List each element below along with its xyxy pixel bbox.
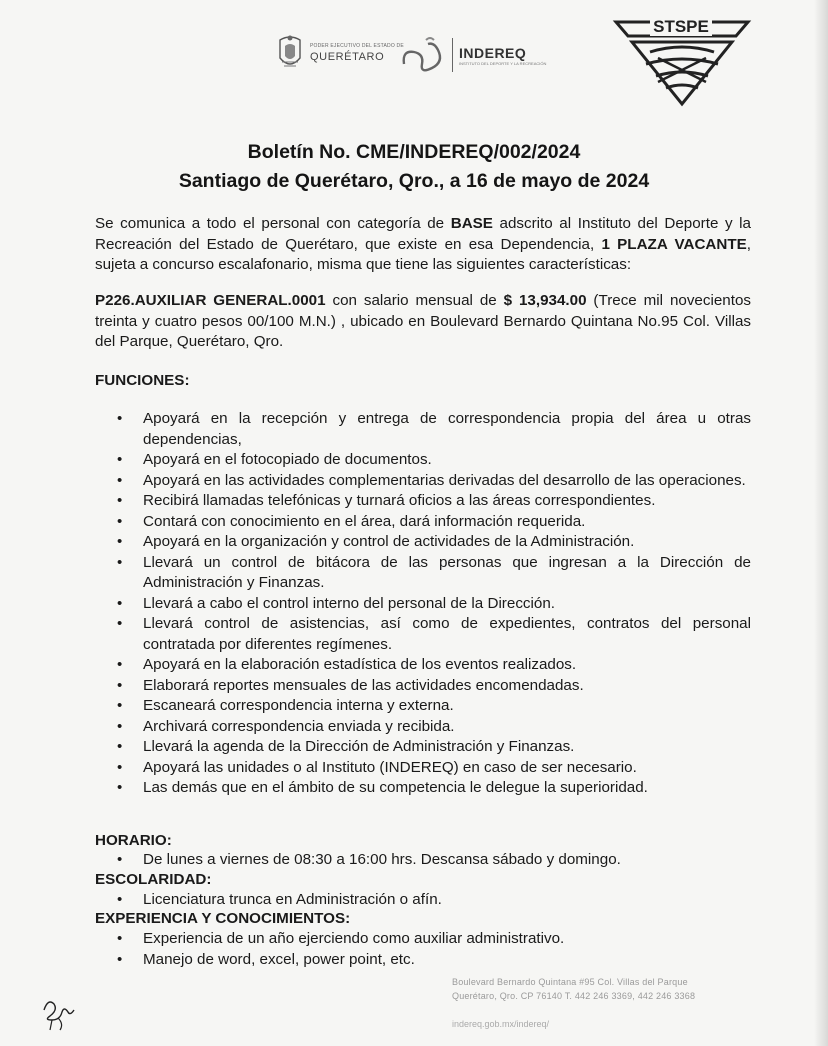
list-item: • Apoyará en la organización y control de actividades de la Administración. [95, 532, 751, 553]
stspe-logo [612, 12, 752, 112]
queretaro-logo-name: QUERÉTARO [310, 51, 385, 63]
intro-text-e: , sujeta a concurso escalafonario, misma que tiene las siguientes características: [95, 235, 751, 273]
position-text-a: con salario mensual de [325, 292, 504, 309]
indereq-divider [452, 38, 453, 72]
position-code: P226.AUXILIAR GENERAL.0001 [95, 292, 326, 309]
list-item: • Recibirá llamadas telefónicas y turnará oficios a las áreas correspondientes. [95, 491, 751, 512]
position-text-b: (Trece mil novecientos treinta y cuatro pesos 00/100 M.N.) , ubicado en Boulevard Bernardo Quintana No.95 Col. Villas del Parque, Querétaro, Qro. [95, 292, 752, 350]
list-item: • Elaborará reportes mensuales de las actividades encomendadas. [95, 676, 751, 697]
intro-text-c: adscrito al Instituto del Deporte y la Recreación del Estado de Querétaro, que existe en esa Dependencia, [95, 215, 752, 253]
list-item: • Apoyará en el fotocopiado de documentos. [95, 450, 751, 471]
intro-base: BASE [450, 215, 493, 232]
footer-url: indereq.gob.mx/indereq/ [452, 1019, 550, 1029]
list-item: • De lunes a viernes de 08:30 a 16:00 hrs. Descansa sábado y domingo. [95, 850, 751, 871]
list-item: • Escaneará correspondencia interna y externa. [95, 696, 751, 717]
bulletin-title: Boletín No. CME/INDEREQ/002/2024 [247, 141, 581, 163]
intro-text-a: Se comunica a todo el personal con categoría de [95, 215, 451, 232]
list-item: • Apoyará las unidades o al Instituto (INDEREQ) en caso de ser necesario. [95, 758, 751, 779]
queretaro-logo [276, 32, 404, 74]
indereq-logo [398, 34, 546, 76]
footer-address [452, 975, 695, 1003]
list-item: • Licenciatura trunca en Administración o afín. [95, 890, 751, 911]
signature-mark [38, 990, 82, 1034]
footer-line-2: Querétaro, Qro. CP 76140 T. 442 246 3369, 442 246 3368 [452, 991, 696, 1001]
list-item: • Apoyará en la elaboración estadística de los eventos realizados. [95, 655, 751, 676]
list-item: • Llevará la agenda de la Dirección de Administración y Finanzas. [95, 737, 751, 758]
experiencia-heading: EXPERIENCIA Y CONOCIMIENTOS: [95, 910, 351, 927]
horario-heading: HORARIO: [95, 832, 172, 849]
escolaridad-list [95, 890, 751, 911]
indereq-mark-icon [398, 34, 448, 76]
list-item: • Apoyará en la recepción y entrega de correspondencia propia del área u otras dependencias, [95, 409, 751, 450]
list-item: • Llevará a cabo el control interno del personal de la Dirección. [95, 594, 751, 615]
bulletin-date: Santiago de Querétaro, Qro., a 16 de mayo de 2024 [178, 170, 650, 192]
footer-line-1: Boulevard Bernardo Quintana #95 Col. Villas del Parque [452, 977, 688, 987]
list-item: • Llevará control de asistencias, así como de expedientes, contratos del personal contratada por diferentes regímenes. [95, 614, 751, 655]
funciones-list [95, 409, 751, 799]
intro-vacancy: 1 PLAZA VACANTE [601, 235, 747, 253]
page-edge-shadow [814, 0, 828, 1046]
position-salary: $ 13,934.00 [503, 292, 587, 309]
list-item: • Las demás que en el ámbito de su competencia le delegue la superioridad. [95, 778, 751, 799]
indereq-logo-name: INDEREQ [459, 44, 527, 61]
queretaro-logo-small: PODER EJECUTIVO DEL ESTADO DE [310, 43, 404, 49]
queretaro-shield-icon [276, 32, 304, 74]
funciones-heading: FUNCIONES: [95, 372, 190, 389]
intro-paragraph [95, 214, 751, 276]
list-item: • Archivará correspondencia enviada y recibida. [95, 717, 751, 738]
list-item: • Experiencia de un año ejerciendo como auxiliar administrativo. [95, 929, 751, 950]
experiencia-list [95, 929, 751, 970]
list-item: • Manejo de word, excel, power point, etc. [95, 950, 751, 971]
stspe-logo-text: STSPE [653, 17, 709, 36]
position-paragraph [95, 291, 751, 353]
list-item: • Apoyará en las actividades complementarias derivadas del desarrollo de las operaciones. [95, 471, 751, 492]
escolaridad-heading: ESCOLARIDAD: [95, 871, 212, 888]
horario-list [95, 850, 751, 871]
indereq-logo-sub: INSTITUTO DEL DEPORTE Y LA RECREACIÓN [459, 60, 547, 66]
list-item: • Llevará un control de bitácora de las personas que ingresan a la Dirección de Administración y Finanzas. [95, 553, 751, 594]
list-item: • Contará con conocimiento en el área, dará información requerida. [95, 512, 751, 533]
